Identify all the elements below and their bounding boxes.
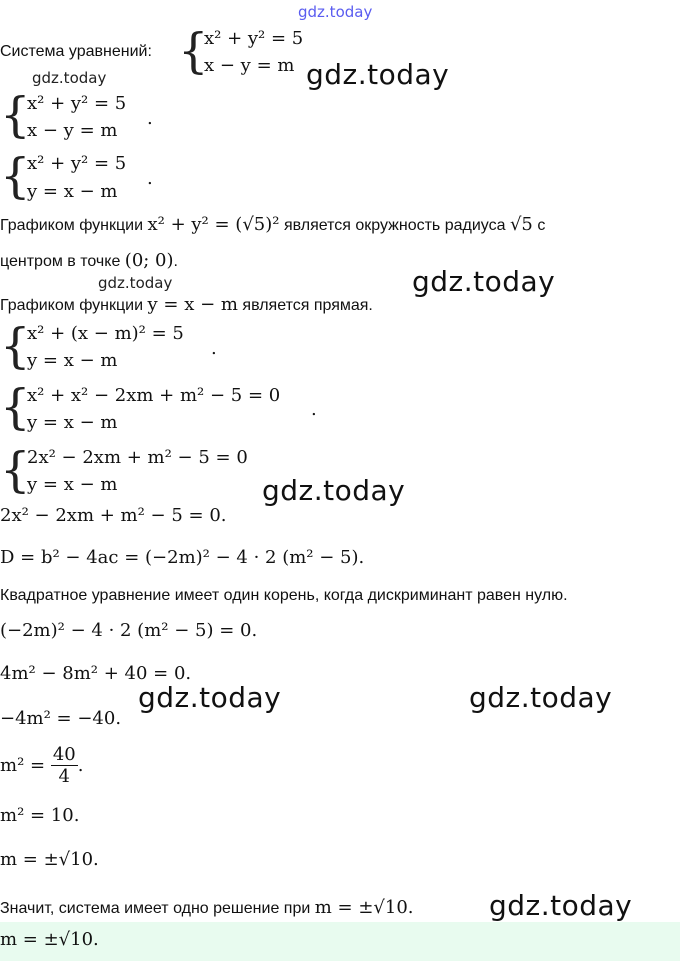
watermark-big-6: gdz.today — [489, 889, 633, 922]
brace: { — [178, 23, 209, 79]
conclusion — [0, 897, 414, 918]
fraction-numerator: 40 — [52, 744, 76, 765]
circle-formula: x² + y² = (√5)² — [147, 214, 280, 235]
line-formula: y = x − m — [147, 294, 238, 315]
watermark-big-4: gdz.today — [138, 681, 282, 714]
eq-expand: 4m² − 8m² + 40 = 0. — [0, 663, 192, 684]
intro-eq1: x² + y² = 5 — [204, 28, 304, 49]
eq-simplified: −4m² = −40. — [0, 708, 122, 729]
eq-discriminant: D = b² − 4ac = (−2m)² − 4 · 2 (m² − 5). — [0, 547, 365, 568]
answer-value: m = ±√10. — [0, 929, 99, 950]
step1-eq2: x − y = m — [27, 120, 118, 141]
conclusion-formula: m = ±√10. — [314, 897, 414, 918]
step4-eq1: x² + x² − 2xm + m² − 5 = 0 — [27, 385, 281, 406]
step3-eq1: x² + (x − m)² = 5 — [27, 323, 184, 344]
circle-text-line2 — [0, 250, 178, 271]
circle-text-p2: является окружность радиуса — [279, 217, 510, 234]
watermark-big-5: gdz.today — [469, 681, 613, 714]
circle-text-p1: Графиком функции — [0, 217, 148, 234]
step2-end: . — [147, 168, 153, 189]
eq-m: m = ±√10. — [0, 849, 99, 870]
watermark-big-3: gdz.today — [262, 474, 406, 507]
circle-text-line1 — [0, 214, 545, 235]
step4-eq2: y = x − m — [27, 412, 118, 433]
step3-eq2: y = x − m — [27, 350, 118, 371]
step4-end: . — [311, 399, 317, 420]
circle-text-p5: . — [173, 253, 178, 270]
line-text-p1: Графиком функции — [0, 297, 148, 314]
disc-text: Квадратное уравнение имеет один корень, когда дискриминант равен нулю. — [0, 587, 568, 604]
circle-text-p3: с — [532, 217, 546, 234]
eq-fraction — [0, 744, 83, 787]
circle-center: (0; 0) — [124, 250, 174, 271]
circle-radius: √5 — [509, 214, 533, 235]
step2-eq2: y = x − m — [27, 181, 118, 202]
step2-eq1: x² + y² = 5 — [27, 153, 127, 174]
watermark-big-2: gdz.today — [412, 265, 556, 298]
answer-box — [0, 922, 680, 961]
line-text — [0, 294, 373, 315]
step3-end: . — [211, 338, 217, 359]
circle-text-p4: центром в точке — [0, 253, 125, 270]
watermark-small-1: gdz.today — [32, 69, 107, 87]
watermark-small-2: gdz.today — [98, 274, 173, 292]
conclusion-text: Значит, система имеет одно решение при — [0, 900, 315, 917]
intro-label: Система уравнений: — [0, 43, 152, 60]
eq-zero: (−2m)² − 4 · 2 (m² − 5) = 0. — [0, 620, 258, 641]
step1-end: . — [147, 108, 153, 129]
brace: { — [0, 318, 31, 374]
watermark-top: gdz.today — [298, 3, 373, 21]
fraction-denominator: 4 — [58, 766, 70, 787]
brace: { — [0, 442, 31, 498]
step1-eq1: x² + y² = 5 — [27, 93, 127, 114]
eq-fraction-lhs: m² = — [0, 755, 46, 776]
brace: { — [0, 379, 31, 435]
watermark-big-1: gdz.today — [306, 58, 450, 91]
step5-eq1: 2x² − 2xm + m² − 5 = 0 — [27, 447, 248, 468]
brace: { — [0, 148, 31, 204]
fraction — [51, 744, 78, 787]
eq-m-squared: m² = 10. — [0, 805, 80, 826]
line-text-p2: является прямая. — [237, 297, 373, 314]
intro-eq2: x − y = m — [204, 55, 295, 76]
eq-quadratic: 2x² − 2xm + m² − 5 = 0. — [0, 505, 227, 526]
eq-fraction-end: . — [77, 755, 84, 776]
step5-eq2: y = x − m — [27, 474, 118, 495]
brace: { — [0, 87, 31, 143]
